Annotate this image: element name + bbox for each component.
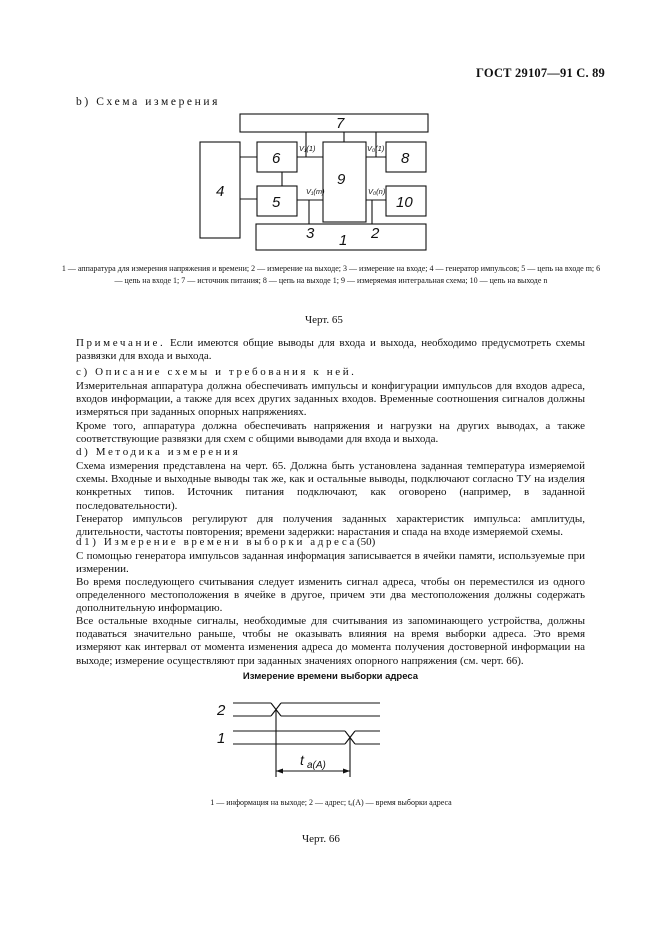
block-4-label: 4 xyxy=(216,183,225,200)
block-8-label: 8 xyxy=(401,150,410,167)
page-header: ГОСТ 29107—91 С. 89 xyxy=(476,66,605,80)
diagram-66 xyxy=(205,695,435,780)
note-label: Примечание. xyxy=(76,337,166,349)
label-v0: V₀(1) xyxy=(367,144,385,153)
legend-65: 1 — аппаратура для измерения напряжения и времени; 2 — измерение на выходе; 3 — измерение на входе; 4 — генератор импульсов; 5 — цепь на входе m; 6 — цепь на входе 1; 7 — источник питания; 8 — цепь на выходе 1; 9 — измеряемая интегральная схема; 10 — цепь на выходе n xyxy=(61,264,601,285)
block-3-label: 3 xyxy=(306,225,315,242)
para-c1: Измерительная аппаратура должна обеспечивать импульсы и конфигурации импульсов для входов адреса, входов информации, а также для всех других заданных входов. Временные соотношения сигналов должны измеряться при заданных опорных напряжениях. xyxy=(76,380,585,419)
block-2-label: 2 xyxy=(371,225,380,242)
para-d1-3: Все остальные входные сигналы, необходимые для считывания из запоминающего устройства, должны подаваться значительно раньше, чтобы не оказывать влияния на время выборки адреса. Это время измеряют как интервал от момента изменения адреса до момента получения достоверной информации на выходе; измерение осуществляют при заданных значениях опорного напряжения (см. черт. 66). xyxy=(76,615,585,667)
caption-65: Черт. 65 xyxy=(305,314,343,326)
block-5-label: 5 xyxy=(272,194,281,211)
para-d1-1: С помощью генератора импульсов заданная информация записывается в ячейки памяти, используемые при измерении. xyxy=(76,550,585,576)
label-vm: V₁(m) xyxy=(306,187,325,196)
block-10-label: 10 xyxy=(396,194,413,211)
time-label-subscript: a(A) xyxy=(307,760,326,771)
para-d1: Схема измерения представлена на черт. 65. Должна быть установлена заданная температура измеряемой схемы. Входные и выходные выводы так же, как и остальные выводы, подключают согласно ТУ на изделия конкретных типов. Источник питания подключают, как оговорено (например, в заданной последовательности). xyxy=(76,460,585,512)
time-label-t: t xyxy=(300,752,304,768)
section-d1-title-text: d1) Измерение времени выборки адреса xyxy=(76,536,357,548)
section-b-title: b) Схема измерения xyxy=(76,96,221,108)
para-c2: Кроме того, аппаратура должна обеспечивать напряжения и нагрузки на других выводах, а также соответствующие развязки для схем с общими выводами для входа и выхода. xyxy=(76,420,585,446)
fig66-title: Измерение времени выборки адреса xyxy=(242,671,419,682)
note xyxy=(76,337,585,363)
para-d2: Генератор импульсов регулируют для получения заданных характеристик импульса: амплитуды, длительности, частоты повторения; времени задержки: нарастания и спада на входе измеряемой схемы. xyxy=(76,513,585,539)
legend-66: 1 — информация на выходе; 2 — адрес; tₐ(A) — время выборки адреса xyxy=(210,798,452,807)
diagram-65 xyxy=(196,110,436,255)
section-c-title: c) Описание схемы и требования к ней. xyxy=(76,366,357,378)
para-d1-2: Во время последующего считывания следует изменить сигнал адреса, чтобы он переместился из одного определенного местоположения в ячейке в другое, причем эти два местоположения должны содержать дополнительную информацию. xyxy=(76,576,585,615)
block-9-label: 9 xyxy=(337,171,346,188)
section-d1-title-number: (50) xyxy=(356,536,376,548)
label-vn: V₀(n) xyxy=(368,187,386,196)
block-1-label: 1 xyxy=(339,232,348,249)
section-d-title: d) Методика измерения xyxy=(76,446,241,458)
label-v1: V₁(1) xyxy=(299,144,316,153)
signal-2-label: 2 xyxy=(217,702,226,719)
signal-1-label: 1 xyxy=(217,730,226,747)
note-text: Если имеются общие выводы для входа и выхода, необходимо предусмотреть схемы развязки для входа и выхода. xyxy=(76,337,586,363)
caption-66: Черт. 66 xyxy=(302,833,340,845)
section-d1-title xyxy=(76,536,375,548)
block-7-label: 7 xyxy=(336,115,345,132)
block-6-label: 6 xyxy=(272,150,281,167)
